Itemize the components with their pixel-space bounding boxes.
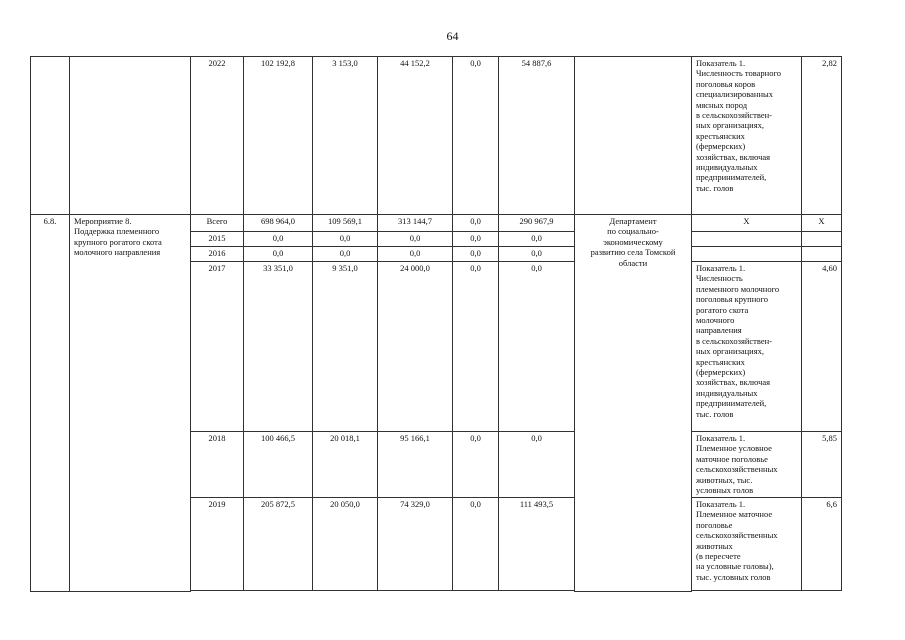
- cell-indicator-value-empty: [802, 232, 842, 247]
- cell-regional: 313 144,7: [378, 215, 453, 232]
- cell-local: 0,0: [453, 247, 499, 262]
- cell-indicator-value: 5,85: [802, 432, 842, 498]
- table-row-total: [31, 215, 842, 232]
- cell-federal: 0,0: [313, 247, 378, 262]
- cell-local: 0,0: [453, 498, 499, 591]
- cell-indicator: Показатель 1. Племенное маточное поголовье сельскохозяйственных животных (в пересчете на условные головы), тыс. условных голов: [692, 498, 802, 591]
- cell-local: 0,0: [453, 262, 499, 432]
- cell-continuation-empty: [191, 591, 575, 592]
- cell-local: 0,0: [453, 57, 499, 215]
- cell-other: 0,0: [499, 247, 575, 262]
- cell-other: 0,0: [499, 262, 575, 432]
- cell-other: 0,0: [499, 232, 575, 247]
- cell-total: 33 351,0: [244, 262, 313, 432]
- cell-indicator-value: 2,82: [802, 57, 842, 215]
- cell-number-empty: [31, 57, 70, 215]
- table-row-2022: [31, 57, 842, 215]
- cell-total: 102 192,8: [244, 57, 313, 215]
- cell-indicator: X: [692, 215, 802, 232]
- cell-other: 290 967,9: [499, 215, 575, 232]
- cell-indicator: Показатель 1. Численность товарного поголовья коров специализированных мясных пород в сельскохозяйствен- ных организациях, крестьянских (фермерских) хозяйствах, включая индивидуальных предпринимателей, тыс. голов: [692, 57, 802, 215]
- cell-continuation-empty: [692, 591, 842, 592]
- cell-indicator-value: 4,60: [802, 262, 842, 432]
- cell-regional: 95 166,1: [378, 432, 453, 498]
- cell-other: 111 493,5: [499, 498, 575, 591]
- cell-indicator-value-empty: [802, 247, 842, 262]
- cell-event-empty: [70, 57, 191, 215]
- cell-indicator-value: X: [802, 215, 842, 232]
- cell-federal: 9 351,0: [313, 262, 378, 432]
- page-number: 64: [446, 29, 459, 43]
- cell-federal: 109 569,1: [313, 215, 378, 232]
- cell-year: 2019: [191, 498, 244, 591]
- cell-federal: 20 050,0: [313, 498, 378, 591]
- cell-other: 54 887,6: [499, 57, 575, 215]
- cell-year: 2016: [191, 247, 244, 262]
- cell-indicator-value: 6,6: [802, 498, 842, 591]
- cell-other: 0,0: [499, 432, 575, 498]
- cell-indicator-empty: [692, 247, 802, 262]
- cell-indicator: Показатель 1. Численность племенного молочного поголовья крупного рогатого скота молочного направления в сельскохозяйствен- ных организациях, крестьянских (фермерских) хозяйствах, включая индивидуальных предпринимателей, тыс. голов: [692, 262, 802, 432]
- cell-total: 0,0: [244, 232, 313, 247]
- cell-federal: 0,0: [313, 232, 378, 247]
- cell-regional: 0,0: [378, 247, 453, 262]
- cell-regional: 74 329,0: [378, 498, 453, 591]
- cell-year: 2015: [191, 232, 244, 247]
- cell-year: Всего: [191, 215, 244, 232]
- cell-event-number: 6.8.: [31, 215, 70, 592]
- cell-indicator-empty: [692, 232, 802, 247]
- cell-regional: 0,0: [378, 232, 453, 247]
- program-table: [30, 56, 842, 592]
- cell-year: 2017: [191, 262, 244, 432]
- cell-local: 0,0: [453, 215, 499, 232]
- cell-local: 0,0: [453, 232, 499, 247]
- cell-regional: 24 000,0: [378, 262, 453, 432]
- cell-year: 2022: [191, 57, 244, 215]
- cell-federal: 20 018,1: [313, 432, 378, 498]
- cell-indicator: Показатель 1. Племенное условное маточное поголовье сельскохозяйственных животных, тыс. условных голов: [692, 432, 802, 498]
- cell-department-empty: [575, 57, 692, 215]
- cell-department: Департамент по социально- экономическому развитию села Томской области: [575, 215, 692, 592]
- cell-year: 2018: [191, 432, 244, 498]
- cell-event-name: Мероприятие 8. Поддержка племенного крупного рогатого скота молочного направления: [70, 215, 191, 592]
- cell-total: 205 872,5: [244, 498, 313, 591]
- cell-federal: 3 153,0: [313, 57, 378, 215]
- cell-local: 0,0: [453, 432, 499, 498]
- cell-regional: 44 152,2: [378, 57, 453, 215]
- cell-total: 698 964,0: [244, 215, 313, 232]
- cell-total: 100 466,5: [244, 432, 313, 498]
- cell-total: 0,0: [244, 247, 313, 262]
